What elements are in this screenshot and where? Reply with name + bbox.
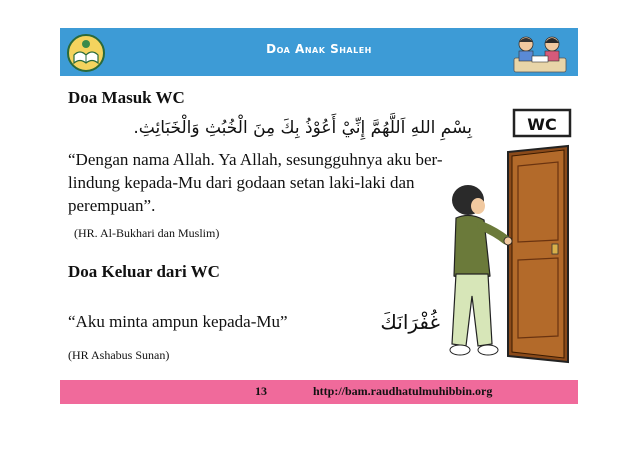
section-heading-masuk-wc: Doa Masuk WC <box>68 88 185 107</box>
footer-band <box>60 380 578 404</box>
children-reading-icon <box>510 30 570 74</box>
child-entering-toilet-illustration <box>440 100 580 372</box>
wc-sign-icon <box>514 110 570 136</box>
wc-sign-text: WC <box>527 115 557 134</box>
translation-line-3: perempuan”. <box>68 196 156 215</box>
reference-keluar: (HR Ashabus Sunan) <box>68 348 170 362</box>
door-icon <box>508 146 568 362</box>
reference-masuk: (HR. Al-Bukhari dan Muslim) <box>74 226 220 240</box>
header-title: Doa Anak Shaleh <box>266 42 372 56</box>
arabic-prayer-masuk: بِسْمِ اللهِ اَللَّهُمَّ إِنِّيْ أَعُوْذُ بِكَ مِنَ الْخُبُثِ وَالْخَبَائِثِ. <box>133 118 472 138</box>
translation-keluar: “Aku minta ampun kepada-Mu” <box>68 312 288 331</box>
translation-line-1: “Dengan nama Allah. Ya Allah, sesungguhnya aku ber- <box>68 150 443 169</box>
child-icon <box>450 185 512 355</box>
page-number: 13 <box>255 384 267 398</box>
translation-masuk <box>68 148 470 217</box>
translation-line-2: lindung kepada-Mu dari godaan setan laki-laki dan <box>68 173 415 192</box>
footer-url-link[interactable]: http://bam.raudhatulmuhibbin.org <box>313 384 493 398</box>
header-band <box>60 28 578 76</box>
book-logo-icon <box>66 31 106 73</box>
arabic-prayer-keluar: غُفْرَانَكَ <box>380 310 440 334</box>
section-heading-keluar-wc: Doa Keluar dari WC <box>68 262 220 281</box>
